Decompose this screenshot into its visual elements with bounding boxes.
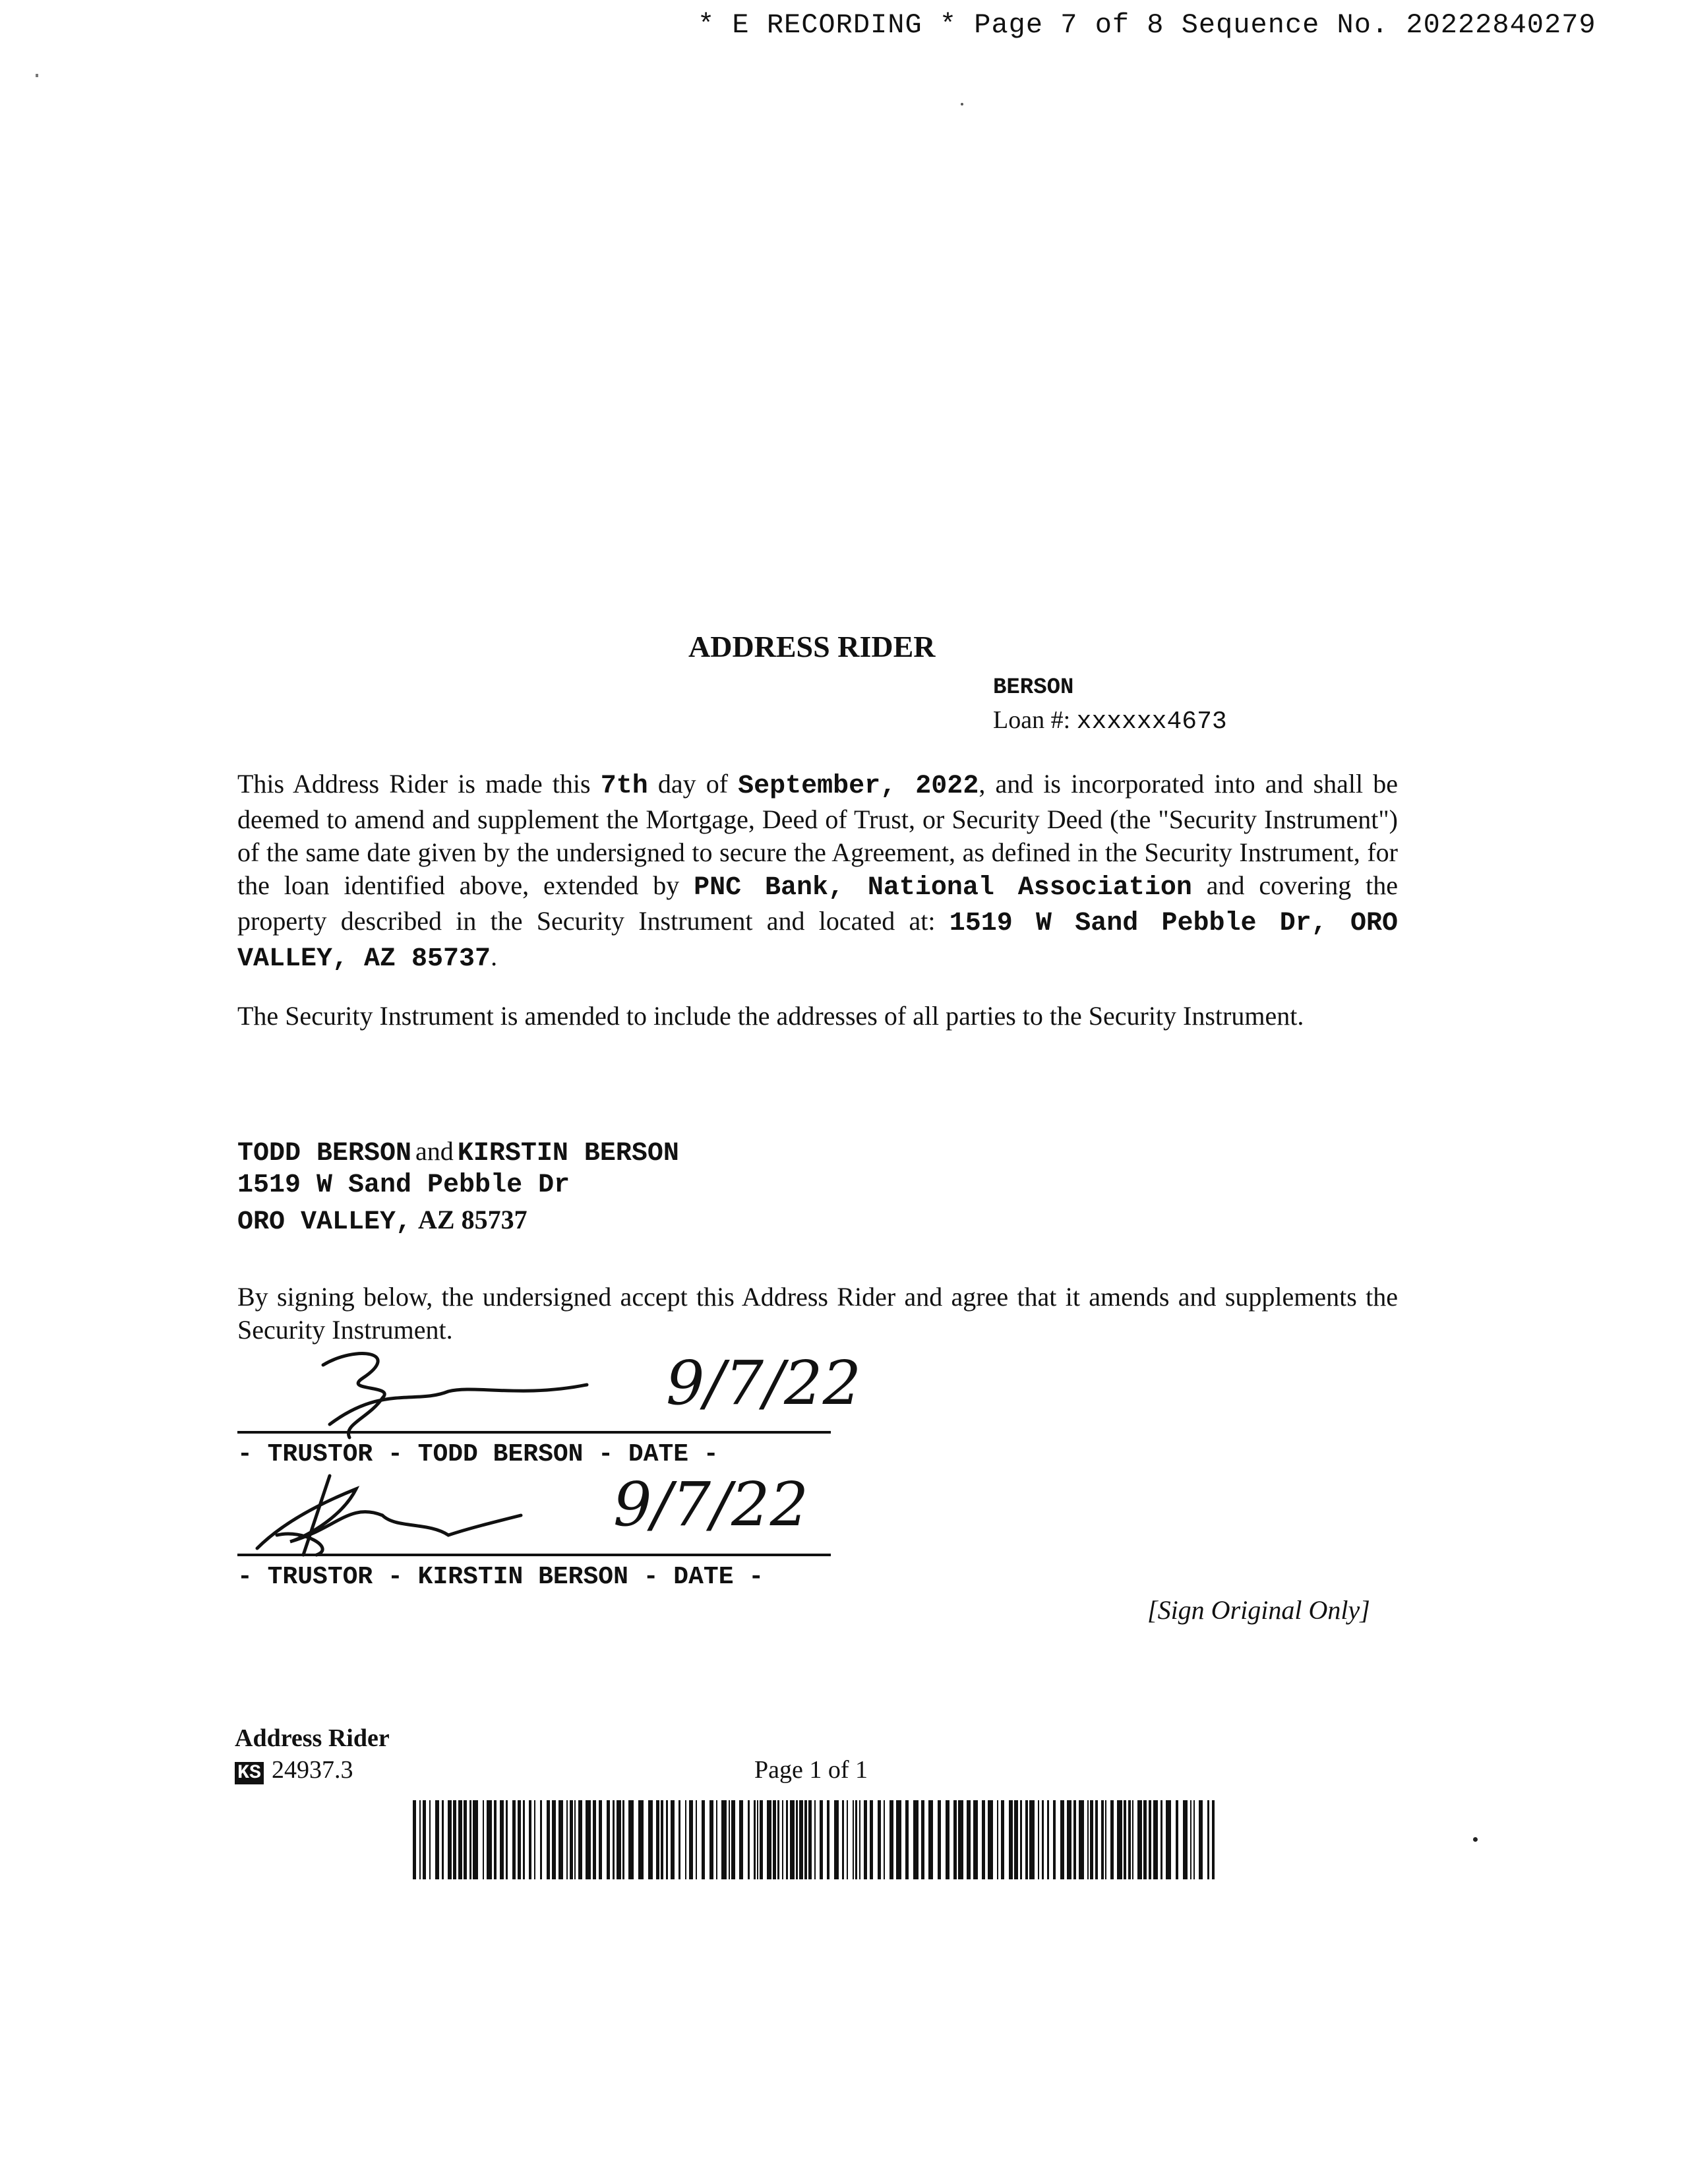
barcode-bar [487,1800,492,1879]
footer-form-mark: KS [235,1762,264,1784]
barcode-bar [1087,1800,1089,1879]
party-city: ORO VALLEY, [237,1207,412,1237]
barcode-bar [847,1800,848,1879]
barcode-bar [678,1800,680,1879]
party-street: 1519 W Sand Pebble Dr [237,1170,570,1200]
document-barcode [413,1800,1217,1879]
barcode-bar [777,1800,779,1879]
barcode-bar [1038,1800,1039,1879]
barcode-bar [1020,1800,1022,1879]
barcode-bar [1105,1800,1106,1879]
barcode-bar [1207,1800,1209,1879]
barcode-bar [842,1800,844,1879]
barcode-bar [1128,1800,1131,1879]
barcode-bar [853,1800,854,1879]
barcode-bar [827,1800,829,1879]
barcode-bar [671,1800,675,1879]
barcode-bar [773,1800,776,1879]
barcode-bar [1160,1800,1162,1879]
barcode-bar [782,1800,783,1879]
barcode-bar [586,1800,591,1879]
barcode-bar [814,1800,816,1879]
rider-paragraph-1 [237,768,1398,976]
barcode-bar [1047,1800,1049,1879]
barcode-bar [878,1800,881,1879]
barcode-bar [1009,1800,1013,1879]
barcode-bar [547,1800,550,1879]
barcode-bar [1190,1800,1191,1879]
signature-2-date-handwritten: 9/7/22 [613,1469,809,1540]
barcode-bar [1176,1800,1178,1879]
property-address: 1519 W Sand Pebble Dr, ORO VALLEY, AZ 85737 [237,909,1399,974]
barcode-bar [982,1800,985,1879]
barcode-bar [928,1800,933,1879]
barcode-bar [607,1800,610,1879]
barcode-bar [796,1800,798,1879]
lender-name: PNC Bank, National Association [694,873,1192,903]
scan-speck [36,74,38,77]
barcode-bar [913,1800,919,1879]
barcode-bar [739,1800,743,1879]
document-title: ADDRESS RIDER [688,630,936,663]
barcode-bar [1095,1800,1098,1879]
party-and: and [415,1136,454,1166]
signature-line-1 [237,1431,831,1434]
barcode-bar [656,1800,659,1879]
rider-paragraph-2: The Security Instrument is amended to include the addresses of all parties to the Security Instrument. [237,1001,1304,1031]
barcode-bar [988,1800,993,1879]
barcode-bar [661,1800,663,1879]
rider-paragraph-3: By signing below, the undersigned accept this Address Rider and agree that it amends and supplements the Security Instrument. [237,1282,1398,1345]
recording-header: * E RECORDING * Page 7 of 8 Sequence No. 20222840279 [698,9,1596,41]
barcode-bar [1110,1800,1114,1879]
signature-line-2 [237,1554,831,1556]
rider-month-year: September, 2022 [738,772,979,801]
barcode-bar [855,1800,857,1879]
barcode-bar [523,1800,525,1879]
barcode-bar [921,1800,924,1879]
footer-form-number: 24937.3 [272,1756,353,1784]
barcode-bar [578,1800,582,1879]
party-names [237,1134,679,1171]
barcode-bar [799,1800,803,1879]
barcode-bar [1029,1800,1035,1879]
barcode-bar [859,1800,860,1879]
barcode-bar [820,1800,823,1879]
barcode-bar [512,1800,516,1879]
barcode-bar [790,1800,795,1879]
signature-caption-1: - TRUSTOR - TODD BERSON - DATE - [237,1440,719,1469]
barcode-bar [494,1800,497,1879]
para-1-text-3: , and is incorporated into and shall be deemed to amend and supplement the Mortgage, Deed of Trust, or Security Deed (the "Security Instrument") of the same date given by the undersigned to secure the Agreement, as defined in the Security Instrument, for the loan identified above, extended by [237,769,1399,900]
barcode-bar [702,1800,705,1879]
barcode-bar [1001,1800,1004,1879]
barcode-bar [540,1800,542,1879]
barcode-bar [429,1800,431,1879]
barcode-bar [469,1800,471,1879]
barcode-bar [1090,1800,1093,1879]
barcode-bar [1153,1800,1158,1879]
barcode-bar [1166,1800,1171,1879]
barcode-bar [419,1800,421,1879]
barcode-bar [442,1800,444,1879]
barcode-bar [617,1800,621,1879]
barcode-bar [1193,1800,1195,1879]
barcode-bar [1025,1800,1028,1879]
barcode-bar [570,1800,573,1879]
barcode-bar [638,1800,644,1879]
barcode-bar [622,1800,624,1879]
party-city-state-zip [237,1203,528,1240]
barcode-bar [997,1800,998,1879]
signature-todd-berson [303,1345,646,1451]
footer-form-id [235,1755,353,1784]
signature-caption-2: - TRUSTOR - KIRSTIN BERSON - DATE - [237,1563,764,1591]
barcode-bar [760,1800,763,1879]
barcode-bar [889,1800,893,1879]
barcode-bar [483,1800,484,1879]
barcode-bar [804,1800,807,1879]
barcode-bar [757,1800,758,1879]
barcode-bar [1149,1800,1151,1879]
party-name-1: TODD BERSON [237,1139,412,1168]
barcode-bar [1060,1800,1064,1879]
barcode-bar [628,1800,634,1879]
barcode-bar [696,1800,697,1879]
signature-1-date-handwritten: 9/7/22 [666,1348,862,1418]
barcode-bar [506,1800,508,1879]
barcode-bar [946,1800,950,1879]
barcode-bar [458,1800,462,1879]
barcode-bar [1073,1800,1076,1879]
barcode-bar [613,1800,615,1879]
barcode-bar [1014,1800,1018,1879]
barcode-bar [552,1800,556,1879]
barcode-bar [721,1800,727,1879]
barcode-bar [1212,1800,1215,1879]
barcode-bar [709,1800,713,1879]
rider-day: 7th [600,772,648,801]
para-1-text-5: . [491,942,498,971]
barcode-bar [1183,1800,1188,1879]
borrower-name: BERSON [993,675,1074,700]
barcode-bar [518,1800,521,1879]
barcode-bar [953,1800,957,1879]
para-1-text-2: day of [648,769,738,799]
loan-label: Loan #: [993,706,1071,734]
barcode-bar [593,1800,596,1879]
barcode-bar [413,1800,416,1879]
barcode-bar [864,1800,867,1879]
barcode-bar [464,1800,467,1879]
barcode-bar [473,1800,478,1879]
barcode-bar [448,1800,452,1879]
barcode-bar [423,1800,426,1879]
barcode-bar [529,1800,531,1879]
barcode-bar [767,1800,771,1879]
barcode-bar [884,1800,885,1879]
barcode-bar [1117,1800,1122,1879]
barcode-bar [574,1800,576,1879]
barcode-bar [1132,1800,1133,1879]
sign-original-note: [Sign Original Only] [1147,1595,1370,1625]
barcode-bar [896,1800,901,1879]
barcode-bar [534,1800,535,1879]
barcode-bar [648,1800,653,1879]
barcode-bar [1079,1800,1084,1879]
barcode-bar [453,1800,456,1879]
party-name-2: KIRSTIN BERSON [457,1139,679,1168]
signature-kirstin-berson [231,1463,560,1568]
barcode-bar [748,1800,750,1879]
barcode-bar [1143,1800,1147,1879]
barcode-bar [786,1800,788,1879]
scan-speck [961,103,963,106]
barcode-bar [967,1800,971,1879]
para-1-text-1: This Address Rider is made this [237,769,601,799]
barcode-bar [435,1800,439,1879]
barcode-bar [808,1800,812,1879]
para-1-text-4: and covering the property described in the Security Instrument and located at: [237,870,1398,936]
barcode-bar [731,1800,735,1879]
party-state-zip: AZ 85737 [418,1205,528,1234]
footer-form-title: Address Rider [235,1724,390,1752]
barcode-bar [834,1800,839,1879]
barcode-bar [958,1800,963,1879]
barcode-bar [1042,1800,1044,1879]
barcode-bar [685,1800,686,1879]
scan-speck [1473,1837,1478,1842]
barcode-bar [1101,1800,1104,1879]
barcode-bar [729,1800,730,1879]
barcode-bar [500,1800,504,1879]
barcode-bar [666,1800,668,1879]
barcode-bar [1067,1800,1071,1879]
barcode-bar [870,1800,873,1879]
barcode-bar [558,1800,563,1879]
loan-number: xxxxxx4673 [1076,708,1227,736]
barcode-bar [1124,1800,1126,1879]
barcode-bar [716,1800,717,1879]
footer-page-number: Page 1 of 1 [754,1756,868,1784]
barcode-bar [689,1800,693,1879]
barcode-bar [1199,1800,1203,1879]
barcode-bar [973,1800,978,1879]
barcode-bar [938,1800,941,1879]
barcode-bar [599,1800,602,1879]
barcode-bar [905,1800,909,1879]
barcode-bar [754,1800,756,1879]
loan-number-line [993,706,1227,736]
barcode-bar [1137,1800,1142,1879]
barcode-bar [566,1800,568,1879]
barcode-bar [1053,1800,1056,1879]
